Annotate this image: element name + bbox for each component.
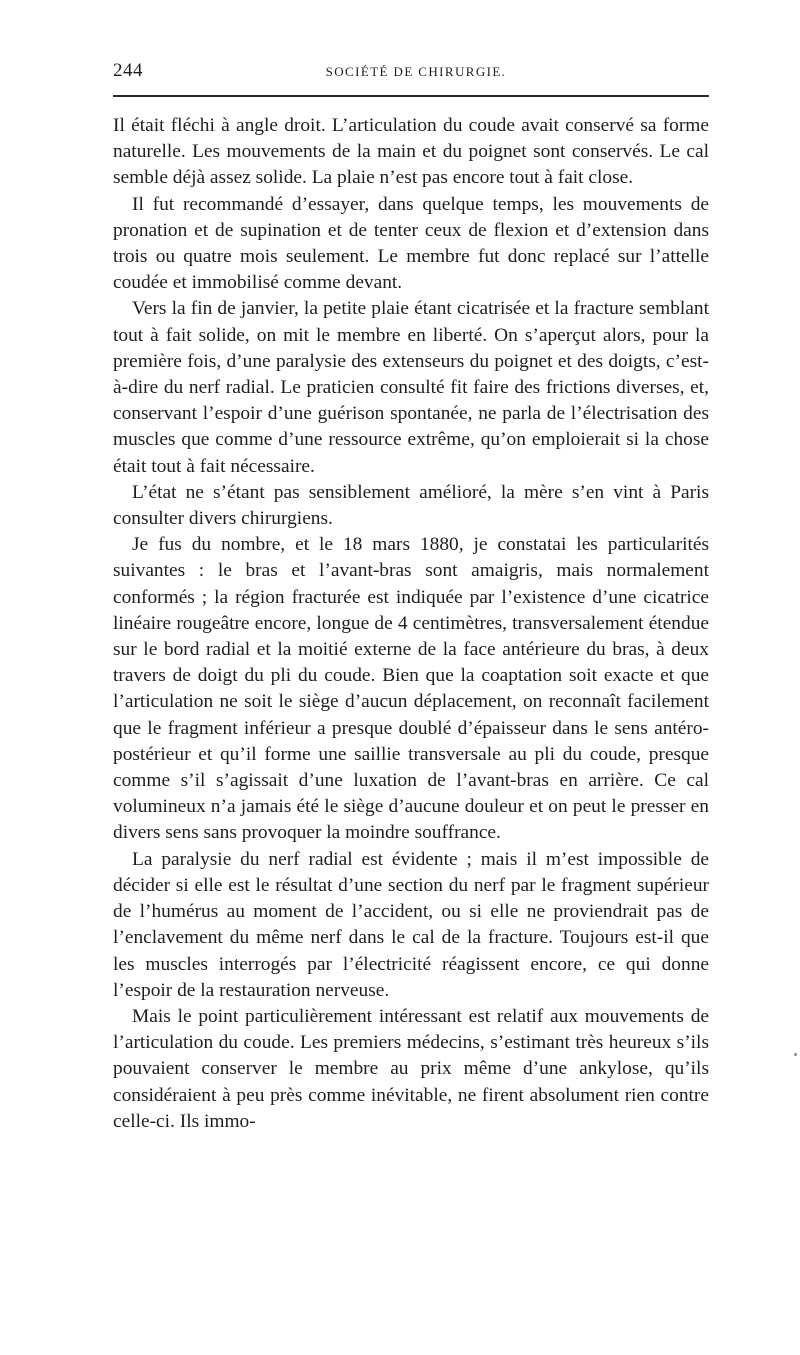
paragraph: La paralysie du nerf radial est évidente ; mais il m’est impossible de décider si elle est le résultat d’une section du nerf par le fragment supérieur de l’humérus au moment de l’accident, ou si elle ne proviendrait pas de l’enclavement du même nerf dans le cal de la fracture. Toujours est-il que les muscles interrogés par l’électricité réagissent encore, ce qui donne l’espoir de la restauration nerveuse. [113, 848, 709, 1001]
paragraph: Vers la fin de janvier, la petite plaie étant cicatrisée et la fracture semblant tout à fait solide, on mit le membre en liberté. On s’aperçut alors, pour la première fois, d’une paralysie des extenseurs du poignet et des doigts, c’est-à-dire du nerf radial. Le praticien consulté fit faire des frictions diverses, et, conservant l’espoir d’une guérison spontanée, ne parla de l’électrisation des muscles que comme d’une ressource extrême, qu’on emploierait si la chose était tout à fait nécessaire. [113, 298, 709, 477]
page-number: 244 [113, 60, 143, 81]
body-text [113, 113, 709, 1135]
page-header [113, 60, 709, 84]
paragraph: L’état ne s’étant pas sensiblement amélioré, la mère s’en vint à Paris consulter divers chirurgiens. [113, 481, 709, 530]
paragraph: Je fus du nombre, et le 18 mars 1880, je constatai les particularités suivantes : le bras et l’avant-bras sont amaigris, mais normalement conformés ; la région fracturée est indiquée par l’existence d’une cicatrice linéaire rougeâtre encore, longue de 4 centimètres, transversalement étendue sur le bord radial et la moitié externe de la face antérieure du bras, à deux travers de doigt du pli du coude. Bien que la coaptation soit exacte et que l’articulation ne soit le siège d’aucun déplacement, on reconnaît facilement que le fragment inférieur a presque doublé d’épaisseur dans le sens antéro-postérieur et qu’il forme une saillie transversale au pli du coude, presque comme s’il s’agissait d’une luxation de l’avant-bras en arrière. Ce cal volumineux n’a jamais été le siège d’aucune douleur et on peut le presser en divers sens sans provoquer la moindre souffrance. [113, 534, 709, 844]
paragraph: Mais le point particulièrement intéressant est relatif aux mouvements de l’articulation du coude. Les premiers médecins, s’estimant très heureux s’ils pouvaient conserver le membre au prix même d’une ankylose, qu’ils considéraient à peu près comme inévitable, ne firent absolument rien contre celle-ci. Ils immo- [113, 1005, 709, 1132]
paragraph: Il fut recommandé d’essayer, dans quelque temps, les mouvements de pronation et de supination et de tenter ceux de flexion et d’extension dans trois ou quatre mois seulement. Le membre fut donc replacé sur l’attelle coudée et immobilisé comme devant. [113, 193, 709, 294]
paragraph: Il était fléchi à angle droit. L’articulation du coude avait conservé sa forme naturelle. Les mouvements de la main et du poignet sont conservés. Le cal semble déjà assez solide. La plaie n’est pas encore tout à fait close. [113, 115, 709, 189]
margin-speck [794, 1053, 797, 1056]
running-head: SOCIÉTÉ DE CHIRURGIE. [325, 64, 507, 79]
header-rule [113, 95, 709, 97]
